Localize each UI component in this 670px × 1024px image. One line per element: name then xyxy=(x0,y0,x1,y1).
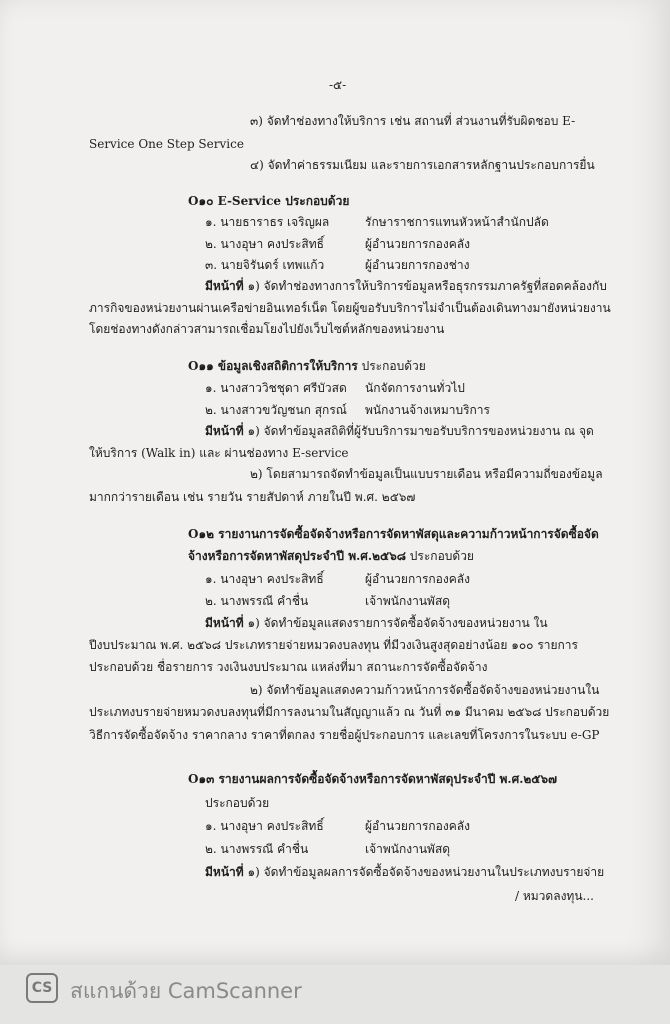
duty-text: ๑) จัดทำช่องทางการให้บริการข้อมูลหรือธุรกรรมภาครัฐที่สอดคล้องกับ xyxy=(247,279,607,293)
duty-text: ๑) จัดทำข้อมูลแสดงรายการจัดซื้อจัดจ้างของหน่วยงาน ใน xyxy=(247,616,548,630)
member-role: ผู้อำนวยการกองคลัง xyxy=(365,572,470,586)
member-name: ๒. นางพรรณี คำชื่น xyxy=(205,594,309,608)
member-role: เจ้าพนักงานพัสดุ xyxy=(365,842,451,856)
member-role: รักษาราชการแทนหัวหน้าสำนักปลัด xyxy=(365,215,549,229)
duty-label: มีหน้าที่ xyxy=(205,616,244,630)
duty-line xyxy=(205,279,607,294)
member-role: พนักงานจ้างเหมาบริการ xyxy=(365,403,490,417)
duty-line: มากกว่ารายเดือน เช่น รายวัน รายสัปดาห์ ภายในปี พ.ศ. ๒๕๖๗ xyxy=(89,490,416,504)
section-o13-heading: O๑๓ รายงานผลการจัดซื้อจัดจ้างหรือการจัดหาพัสดุประจำปี พ.ศ.๒๕๖๗ xyxy=(188,772,558,786)
line-service-channel: ๓) จัดทำช่องทางให้บริการ เช่น สถานที่ ส่วนงานที่รับผิดชอบ E- xyxy=(250,114,576,128)
duty-label: มีหน้าที่ xyxy=(205,865,244,879)
section-o12-heading-cont: จ้างหรือการจัดหาพัสดุประจำปี พ.ศ.๒๕๖๘ ประกอบด้วย xyxy=(188,549,474,563)
duty-line xyxy=(205,424,594,439)
duty-line: ประเภทงบรายจ่ายหมวดงบลงทุนที่มีการลงนามในสัญญาแล้ว ณ วันที่ ๓๑ มีนาคม ๒๕๖๘ ประกอบด้วย xyxy=(89,705,610,719)
member-role: นักจัดการงานทั่วไป xyxy=(365,381,465,395)
member-role: ผู้อำนวยการกองคลัง xyxy=(365,819,470,833)
duty-line: วิธีการจัดซื้อจัดจ้าง ราคากลาง ราคาที่ตกลง รายชื่อผู้ประกอบการ และเลขที่โครงการในระบบ e-GP xyxy=(89,728,600,742)
duty-line: ๒) โดยสามารถจัดทำข้อมูลเป็นแบบรายเดือน หรือมีความถี่ของข้อมูล xyxy=(250,467,603,481)
member-name: ๓. นายจิรันดร์ เทพแก้ว xyxy=(205,258,325,272)
duty-line: ภารกิจของหน่วยงานผ่านเครือข่ายอินเทอร์เน็ต โดยผู้ขอรับบริการไม่จำเป็นต้องเดินทางมายังหน่วยงาน xyxy=(89,301,611,315)
duty-line xyxy=(205,865,604,880)
member-role: ผู้อำนวยการกองช่าง xyxy=(365,258,470,272)
duty-label: มีหน้าที่ xyxy=(205,279,244,293)
duty-line: ประกอบด้วย ชื่อรายการ วงเงินงบประมาณ แหล่งที่มา สถานะการจัดซื้อจัดจ้าง xyxy=(89,660,488,674)
continuation-note: / หมวดลงทุน... xyxy=(515,889,594,903)
duty-line: ปีงบประมาณ พ.ศ. ๒๕๖๘ ประเภทรายจ่ายหมวดงบลงทุน ที่มีวงเงินสูงสุดอย่างน้อย ๑๐๐ รายการ xyxy=(89,638,578,652)
line-fees-documents: ๔) จัดทำค่าธรรมเนียม และรายการเอกสารหลักฐานประกอบการยื่น xyxy=(250,158,595,172)
page-number: -๕- xyxy=(329,78,347,92)
member-role: ผู้อำนวยการกองคลัง xyxy=(365,237,470,251)
section-o11-heading: O๑๑ ข้อมูลเชิงสถิติการให้บริการ ประกอบด้วย xyxy=(188,359,426,373)
line-one-step-service: Service One Step Service xyxy=(89,137,244,151)
member-name: ๑. นางอุษา คงประสิทธิ์ xyxy=(205,819,324,833)
member-name: ๑. นายธาราธร เจริญผล xyxy=(205,215,330,229)
member-role: เจ้าพนักงานพัสดุ xyxy=(365,594,451,608)
duty-line: ให้บริการ (Walk in) และ ผ่านช่องทาง E-service xyxy=(89,446,349,460)
camscanner-label: สแกนด้วย CamScanner xyxy=(70,979,302,1003)
camscanner-footer xyxy=(0,965,670,1024)
duty-line: โดยช่องทางดังกล่าวสามารถเชื่อมโยงไปยังเว็บไซต์หลักของหน่วยงาน xyxy=(89,322,445,336)
duty-text: ๑) จัดทำข้อมูลผลการจัดซื้อจัดจ้างของหน่วยงานในประเภทงบรายจ่าย xyxy=(247,865,605,879)
section-o10-heading: O๑๐ E-Service ประกอบด้วย xyxy=(188,194,350,208)
duty-line xyxy=(205,616,548,631)
section-o13-intro: ประกอบด้วย xyxy=(205,796,270,810)
member-name: ๑. นางอุษา คงประสิทธิ์ xyxy=(205,572,324,586)
camscanner-logo-icon: CS xyxy=(26,973,58,1003)
member-name: ๒. นางอุษา คงประสิทธิ์ xyxy=(205,237,324,251)
member-name: ๑. นางสาววิชชุดา ศรีบัวสด xyxy=(205,381,347,395)
duty-text: ๑) จัดทำข้อมูลสถิติที่ผู้รับบริการมาขอรับบริการของหน่วยงาน ณ จุด xyxy=(247,424,594,438)
duty-label: มีหน้าที่ xyxy=(205,424,244,438)
section-o12-heading: O๑๒ รายงานการจัดซื้อจัดจ้างหรือการจัดหาพัสดุและความก้าวหน้าการจัดซื้อจัด xyxy=(188,527,599,541)
member-name: ๒. นางพรรณี คำชื่น xyxy=(205,842,309,856)
duty-line: ๒) จัดทำข้อมูลแสดงความก้าวหน้าการจัดซื้อจัดจ้างของหน่วยงานใน xyxy=(250,683,600,697)
member-name: ๒. นางสาวขวัญชนก สุกรณ์ xyxy=(205,403,347,417)
